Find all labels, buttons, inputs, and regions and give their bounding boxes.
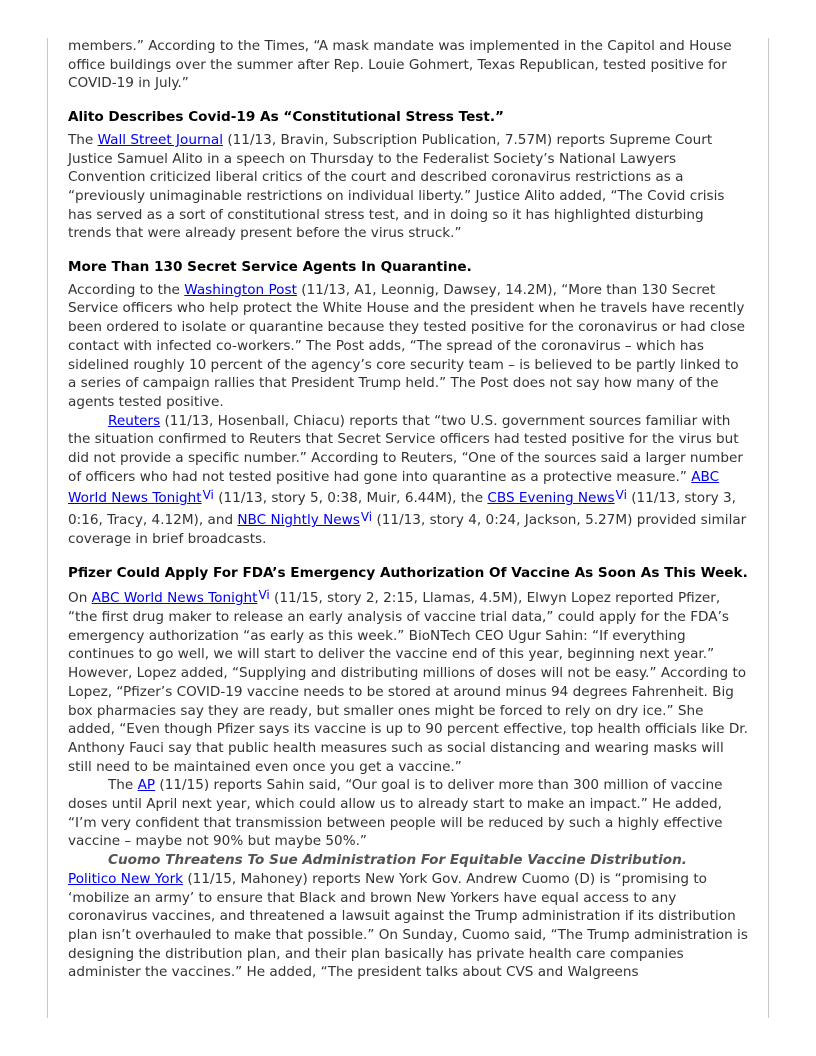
link-wall-street-journal[interactable]: Wall Street Journal: [97, 131, 224, 148]
text-run: The: [108, 777, 138, 794]
text-run: (11/15, Mahoney) reports New York Gov. Andrew Cuomo (D) is “promising to ‘mobilize an army’ to ensure that Black and brown New Yorkers have equal access to any coronavirus vaccines, and threatened a lawsuit against the Trump administration if its distribution plan isn’t overhauled to make that possible.” On Sunday, Cuomo said, “The Trump administration is designing the distribution plan, and their plan basically has private health care companies administer the vaccines.” He added, “The president talks about CVS and Walgreens: [68, 870, 748, 981]
document-page: [68, 37, 750, 982]
text-run: According to the: [68, 281, 185, 298]
link-abc-world-news-tonight-2[interactable]: ABC World News Tonight: [91, 590, 258, 607]
link-reuters[interactable]: Reuters: [108, 412, 161, 429]
video-indicator-icon[interactable]: Vi: [615, 488, 627, 503]
story-paragraph-pfizer: [68, 586, 750, 776]
link-cbs-evening-news[interactable]: CBS Evening News: [487, 490, 615, 507]
link-ap[interactable]: AP: [137, 777, 156, 794]
link-nbc-nightly-news[interactable]: NBC Nightly News: [237, 512, 360, 529]
text-run: (11/13, story 4, 0:24, Jackson, 5.27M) provided similar coverage in brief broadcasts.: [68, 512, 747, 547]
text-run: (11/13, Bravin, Subscription Publication, 7.57M) reports Supreme Court Justice Samuel Alito in a speech on Thursday to the Federalist Society’s National Lawyers Convention criticized liberal critics of the court and described coronavirus restrictions as a “previously unimaginable restrictions on individual liberty.” Justice Alito added, “The Covid crisis has served as a sort of constitutional stress test, and in doing so it has highlighted disturbing trends that were already present before the virus struck.”: [68, 131, 725, 242]
video-indicator-icon[interactable]: Vi: [202, 488, 214, 503]
text-run: (11/13, A1, Leonnig, Dawsey, 14.2M), “More than 130 Secret Service officers who help protect the White House and the president when he travels have recently been ordered to isolate or quarantine because they tested positive for the coronavirus or had close contact with infected co-workers.” The Post adds, “The spread of the coronavirus – which has sidelined roughly 10 percent of the agency’s core security team – is believed to be partly linked to a series of campaign rallies that President Trump held.” The Post does not say how many of the agents tested positive.: [68, 281, 746, 410]
story-headline-alito: Alito Describes Covid-19 As “Constitutional Stress Test.”: [68, 109, 504, 126]
sub-headline-text: Cuomo Threatens To Sue Administration For Equitable Vaccine Distribution.: [108, 852, 687, 869]
story-paragraph-secret-service: [68, 281, 750, 412]
text-run: (11/13, story 5, 0:38, Muir, 6.44M), the: [213, 490, 488, 507]
text-run: (11/15) reports Sahin said, “Our goal is to deliver more than 300 million of vaccine doses until April next year, which could allow us to already start to make an impact.” He added, “I’m very confident that transmission between people will be reduced by such a highly effective vaccine – maybe not 90% but maybe 50%.”: [68, 777, 723, 850]
right-margin-rule: [768, 38, 769, 1018]
video-indicator-icon[interactable]: Vi: [258, 588, 270, 603]
story-paragraph-reuters: [68, 412, 750, 549]
story-paragraph-cuomo: [68, 870, 750, 982]
story-headline-secret-service: More Than 130 Secret Service Agents In Quarantine.: [68, 259, 472, 276]
link-politico-new-york[interactable]: Politico New York: [68, 870, 184, 887]
intro-paragraph: members.” According to the Times, “A mask mandate was implemented in the Capitol and House office buildings over the summer after Rep. Louie Gohmert, Texas Republican, tested positive for COVID-19 in July.”: [68, 38, 732, 92]
left-margin-rule: [47, 38, 48, 1018]
link-washington-post[interactable]: Washington Post: [184, 281, 297, 298]
text-run: (11/13, Hosenball, Chiacu) reports that “two U.S. government sources familiar with the situation confirmed to Reuters that Secret Service officers had tested positive for the virus but did not provide a specific number.” According to Reuters, “One of the sources said a larger number of officers who had not tested positive had gone into quarantine as a protective measure.”: [68, 412, 743, 485]
story-headline-pfizer: Pfizer Could Apply For FDA’s Emergency Authorization Of Vaccine As Soon As This Week.: [68, 564, 748, 581]
video-indicator-icon[interactable]: Vi: [360, 510, 373, 525]
text-run: (11/13, story 3, 0:16, Tracy, 4.12M), and: [68, 490, 737, 529]
link-abc-world-news-tonight[interactable]: ABC World News Tonight: [68, 468, 720, 507]
story-paragraph-alito: [68, 131, 750, 243]
sub-headline-cuomo: [68, 851, 750, 870]
text-run: The: [68, 131, 98, 148]
text-run: (11/15, story 2, 2:15, Llamas, 4.5M), Elwyn Lopez reported Pfizer, “the first drug maker to release an early analysis of vaccine trial data,” could apply for the FDA’s emergency authorization “as early as this week.” BioNTech CEO Ugur Sahin: “If everything continues to go well, we will start to deliver the vaccine end of this year, beginning next year.” However, Lopez added, “Supplying and distributing millions of doses will not be easy.” According to Lopez, “Pfizer’s COVID-19 vaccine needs to be stored at around minus 94 degrees Fahrenheit. Big box pharmacies say they are ready, but smaller ones might be forced to rely on dry ice.” She added, “Even though Pfizer says its vaccine is up to 90 percent effective, top health officials like Dr. Anthony Fauci say that public health measures such as social distancing and wearing masks will still need to be maintained even once you get a vaccine.”: [68, 590, 748, 775]
story-paragraph-ap: [68, 776, 750, 851]
text-run: On: [68, 590, 92, 607]
